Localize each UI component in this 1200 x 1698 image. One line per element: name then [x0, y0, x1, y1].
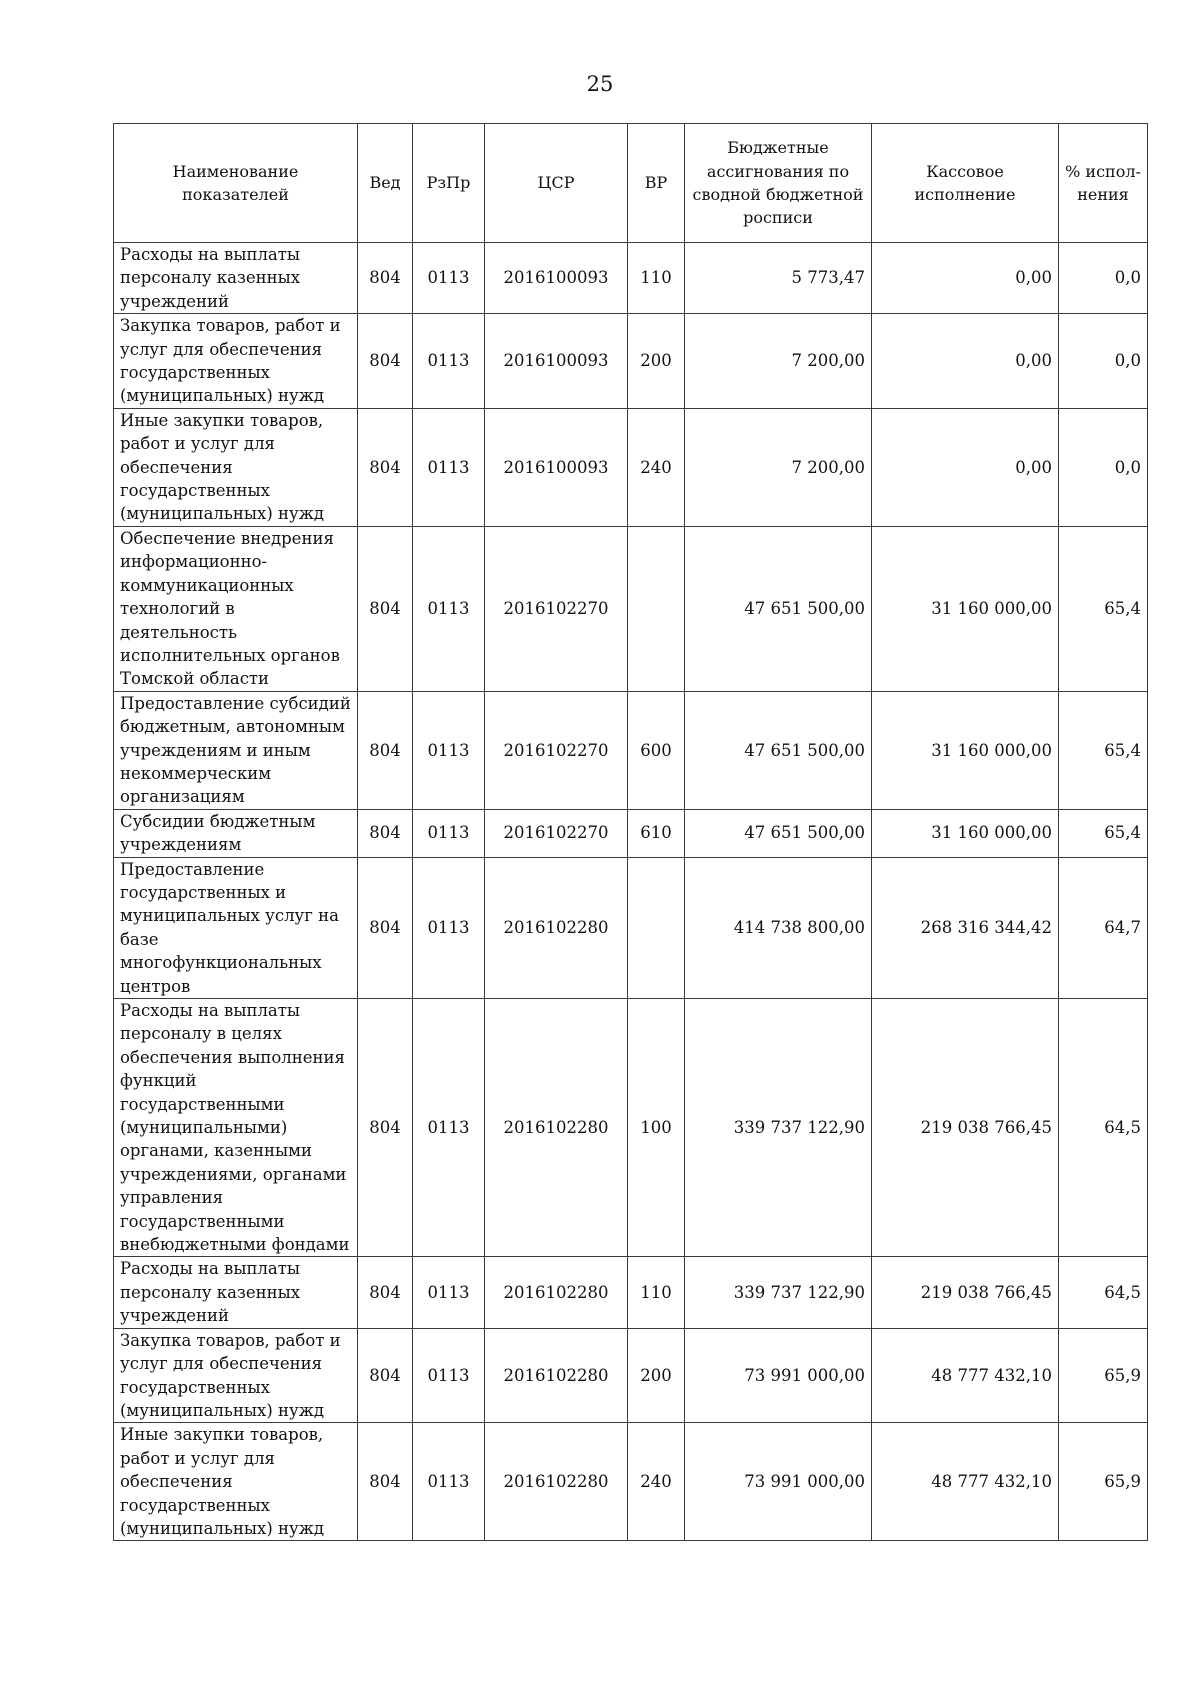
- cell-ved: 804: [358, 408, 413, 526]
- cell-ved: 804: [358, 243, 413, 314]
- cell-cash: 0,00: [872, 408, 1059, 526]
- cell-vr: [628, 857, 685, 998]
- cell-name: Иные закупки товаров, работ и услуг для обеспечения государственных (муниципальных) нужд: [114, 408, 358, 526]
- header-vr: ВР: [628, 124, 685, 243]
- cell-csr: 2016102280: [485, 1328, 628, 1423]
- cell-csr: 2016102280: [485, 999, 628, 1257]
- cell-csr: 2016102280: [485, 1423, 628, 1541]
- cell-vr: 610: [628, 809, 685, 857]
- cell-csr: 2016102270: [485, 691, 628, 809]
- cell-name: Закупка товаров, работ и услуг для обеспечения государственных (муниципальных) нужд: [114, 1328, 358, 1423]
- cell-budget: 73 991 000,00: [685, 1423, 872, 1541]
- cell-budget: 339 737 122,90: [685, 999, 872, 1257]
- cell-csr: 2016100093: [485, 314, 628, 409]
- cell-ved: 804: [358, 1423, 413, 1541]
- header-budget: Бюджетные ассигнования по сводной бюджетной росписи: [685, 124, 872, 243]
- cell-csr: 2016100093: [485, 408, 628, 526]
- cell-budget: 339 737 122,90: [685, 1257, 872, 1328]
- cell-rzpr: 0113: [413, 809, 485, 857]
- cell-cash: 219 038 766,45: [872, 1257, 1059, 1328]
- cell-budget: 47 651 500,00: [685, 809, 872, 857]
- cell-percent: 64,5: [1059, 999, 1148, 1257]
- cell-budget: 47 651 500,00: [685, 526, 872, 691]
- cell-csr: 2016102270: [485, 526, 628, 691]
- cell-percent: 65,9: [1059, 1328, 1148, 1423]
- cell-rzpr: 0113: [413, 408, 485, 526]
- cell-rzpr: 0113: [413, 243, 485, 314]
- cell-budget: 5 773,47: [685, 243, 872, 314]
- cell-name: Предоставление государственных и муниципальных услуг на базе многофункциональных центров: [114, 857, 358, 998]
- cell-budget: 414 738 800,00: [685, 857, 872, 998]
- cell-name: Расходы на выплаты персоналу казенных учреждений: [114, 243, 358, 314]
- cell-vr: 200: [628, 1328, 685, 1423]
- cell-ved: 804: [358, 691, 413, 809]
- cell-cash: 48 777 432,10: [872, 1328, 1059, 1423]
- table-row: [114, 1257, 1148, 1328]
- header-name: Наименование показателей: [114, 124, 358, 243]
- table-row: [114, 809, 1148, 857]
- cell-name: Закупка товаров, работ и услуг для обеспечения государственных (муниципальных) нужд: [114, 314, 358, 409]
- header-percent: % испол-нения: [1059, 124, 1148, 243]
- table-row: [114, 243, 1148, 314]
- cell-rzpr: 0113: [413, 1328, 485, 1423]
- cell-cash: 31 160 000,00: [872, 809, 1059, 857]
- cell-percent: 65,4: [1059, 809, 1148, 857]
- cell-name: Обеспечение внедрения информационно-коммуникационных технологий в деятельность исполнительных органов Томской области: [114, 526, 358, 691]
- table-row: [114, 314, 1148, 409]
- table-row: [114, 857, 1148, 998]
- cell-percent: 65,4: [1059, 526, 1148, 691]
- cell-vr: 110: [628, 1257, 685, 1328]
- cell-vr: 200: [628, 314, 685, 409]
- cell-name: Субсидии бюджетным учреждениям: [114, 809, 358, 857]
- page-number: 25: [586, 72, 614, 96]
- cell-rzpr: 0113: [413, 1423, 485, 1541]
- table-row: [114, 408, 1148, 526]
- table-row: [114, 526, 1148, 691]
- cell-vr: 240: [628, 1423, 685, 1541]
- cell-rzpr: 0113: [413, 857, 485, 998]
- cell-name: Иные закупки товаров, работ и услуг для обеспечения государственных (муниципальных) нужд: [114, 1423, 358, 1541]
- cell-ved: 804: [358, 526, 413, 691]
- table-body: [114, 243, 1148, 1541]
- table-row: [114, 691, 1148, 809]
- header-cash: Кассовое исполнение: [872, 124, 1059, 243]
- cell-ved: 804: [358, 999, 413, 1257]
- cell-cash: 31 160 000,00: [872, 526, 1059, 691]
- cell-rzpr: 0113: [413, 314, 485, 409]
- cell-rzpr: 0113: [413, 1257, 485, 1328]
- cell-cash: 31 160 000,00: [872, 691, 1059, 809]
- header-csr: ЦСР: [485, 124, 628, 243]
- cell-percent: 0,0: [1059, 314, 1148, 409]
- cell-ved: 804: [358, 314, 413, 409]
- cell-cash: 48 777 432,10: [872, 1423, 1059, 1541]
- cell-percent: 0,0: [1059, 243, 1148, 314]
- cell-vr: 600: [628, 691, 685, 809]
- cell-ved: 804: [358, 1257, 413, 1328]
- cell-csr: 2016102280: [485, 857, 628, 998]
- table-row: [114, 999, 1148, 1257]
- cell-vr: 100: [628, 999, 685, 1257]
- cell-percent: 65,4: [1059, 691, 1148, 809]
- cell-percent: 64,5: [1059, 1257, 1148, 1328]
- header-rzpr: РзПр: [413, 124, 485, 243]
- cell-rzpr: 0113: [413, 999, 485, 1257]
- cell-cash: 0,00: [872, 314, 1059, 409]
- cell-ved: 804: [358, 809, 413, 857]
- cell-percent: 64,7: [1059, 857, 1148, 998]
- table-row: [114, 1328, 1148, 1423]
- cell-budget: 47 651 500,00: [685, 691, 872, 809]
- cell-percent: 65,9: [1059, 1423, 1148, 1541]
- cell-rzpr: 0113: [413, 526, 485, 691]
- budget-execution-table: [113, 123, 1148, 1541]
- table-header-row: [114, 124, 1148, 243]
- header-ved: Вед: [358, 124, 413, 243]
- cell-vr: [628, 526, 685, 691]
- cell-ved: 804: [358, 1328, 413, 1423]
- cell-name: Предоставление субсидий бюджетным, автономным учреждениям и иным некоммерческим организациям: [114, 691, 358, 809]
- cell-csr: 2016102280: [485, 1257, 628, 1328]
- cell-cash: 0,00: [872, 243, 1059, 314]
- cell-name: Расходы на выплаты персоналу в целях обеспечения выполнения функций государственными (муниципальными) органами, казенными учреждениями, органами управления государственными внебюджетными фондами: [114, 999, 358, 1257]
- cell-budget: 73 991 000,00: [685, 1328, 872, 1423]
- cell-ved: 804: [358, 857, 413, 998]
- cell-csr: 2016102270: [485, 809, 628, 857]
- cell-vr: 110: [628, 243, 685, 314]
- cell-cash: 268 316 344,42: [872, 857, 1059, 998]
- cell-name: Расходы на выплаты персоналу казенных учреждений: [114, 1257, 358, 1328]
- cell-rzpr: 0113: [413, 691, 485, 809]
- cell-budget: 7 200,00: [685, 314, 872, 409]
- table-row: [114, 1423, 1148, 1541]
- cell-vr: 240: [628, 408, 685, 526]
- cell-cash: 219 038 766,45: [872, 999, 1059, 1257]
- cell-budget: 7 200,00: [685, 408, 872, 526]
- cell-percent: 0,0: [1059, 408, 1148, 526]
- cell-csr: 2016100093: [485, 243, 628, 314]
